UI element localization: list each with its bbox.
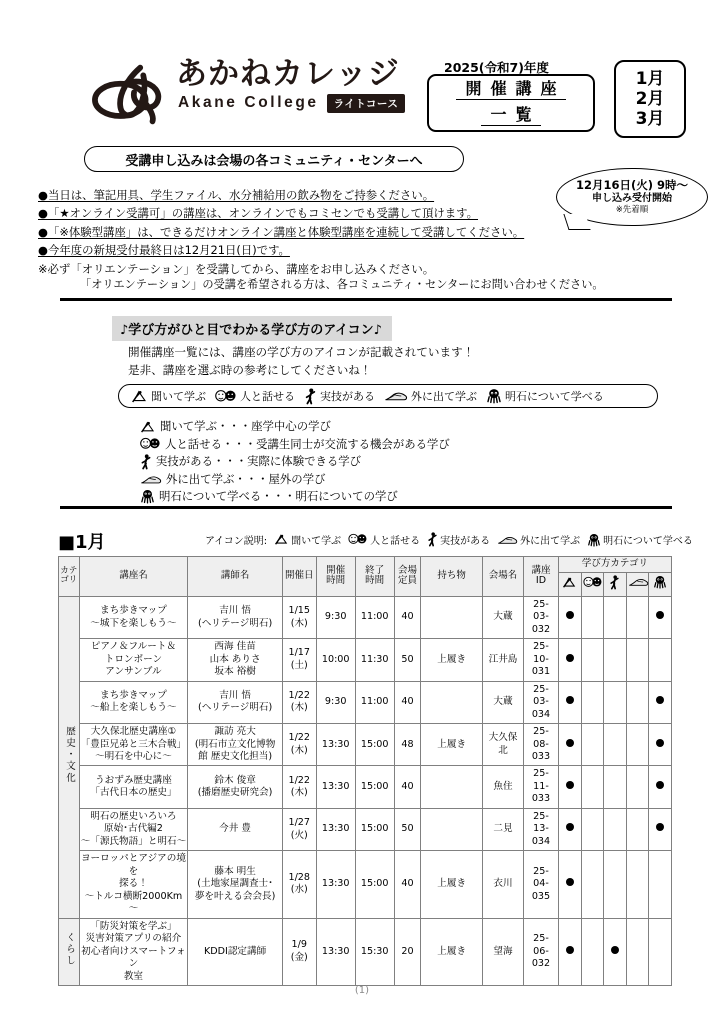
category-mark-practice (604, 918, 627, 985)
header-teacher: 講師名 (188, 557, 282, 597)
course-teacher: 吉川 悟 (ヘリテージ明石) (188, 596, 282, 638)
course-bring (421, 596, 483, 638)
category-mark-listen (558, 766, 581, 808)
header-start-time: 開催 時間 (316, 557, 355, 597)
course-date: 1/17 (土) (282, 639, 316, 681)
category-mark-akashi (649, 918, 672, 985)
course-start-time: 9:30 (316, 681, 355, 723)
course-id: 25- 04- 035 (524, 851, 559, 918)
notice-plain-text: ※必ず「オリエンテーション」を受講してから、講座をお申し込みください。 (38, 261, 435, 276)
course-capacity: 50 (394, 808, 421, 850)
course-date: 1/9 (金) (282, 918, 316, 985)
category-mark-listen (558, 639, 581, 681)
course-end-time: 15:00 (355, 766, 394, 808)
course-date: 1/27 (火) (282, 808, 316, 850)
course-start-time: 13:30 (316, 918, 355, 985)
legend-item-practice (304, 388, 375, 405)
notice-item (38, 186, 598, 204)
talk-icon (348, 533, 368, 546)
course-start-time: 9:30 (316, 596, 355, 638)
course-name: 明石の歴史いろいろ 原始･古代編2 ～「源氏物語」と明石～ (79, 808, 188, 850)
course-start-time: 13:30 (316, 808, 355, 850)
legend-label-listen: 聞いて学ぶ (151, 390, 206, 403)
course-bring: 上履き (421, 724, 483, 766)
first-come-note: ※先着順 (615, 205, 649, 216)
header-learning-group: 学び方カテゴリ (558, 557, 671, 573)
notice-item (38, 223, 598, 241)
course-capacity: 40 (394, 766, 421, 808)
icon-guide-desc-line2: 是非、講座を選ぶ時の参考にしてくださいね！ (128, 362, 372, 377)
icon-description-text: 人と話せる・・・受講生同士が交流する機会がある学び (165, 436, 450, 451)
logo-english-name: Akane College (178, 94, 319, 112)
category-dot (656, 781, 664, 789)
course-bring (421, 681, 483, 723)
category-mark-talk (581, 766, 604, 808)
legend-item-akashi (486, 388, 604, 404)
table-row (59, 596, 672, 638)
legend-label-listen: 聞いて学ぶ (291, 536, 342, 547)
category-mark-akashi (649, 851, 672, 918)
category-mark-akashi (649, 596, 672, 638)
icon-description-item (140, 418, 450, 436)
notice-item (38, 204, 598, 222)
category-mark-akashi (649, 808, 672, 850)
category-mark-outdoor (626, 724, 649, 766)
course-teacher: 鈴木 俊章 (播磨歴史研究会) (188, 766, 282, 808)
category-dot (566, 823, 574, 831)
course-end-time: 11:00 (355, 681, 394, 723)
course-id: 25- 11- 033 (524, 766, 559, 808)
course-name: うおずみ歴史講座 「古代日本の歴史」 (79, 766, 188, 808)
course-place: 二見 (482, 808, 523, 850)
header-place: 会場名 (482, 557, 523, 597)
category-mark-outdoor (626, 918, 649, 985)
month-2: 2月 (635, 88, 665, 109)
month-3: 3月 (635, 109, 665, 130)
header-icon-outdoor (626, 572, 649, 596)
orientation-note: 「オリエンテーション」の受講を希望される方は、各コミュニティ・センターにお問い合わせください。 (80, 278, 604, 291)
course-capacity: 50 (394, 639, 421, 681)
notice-text: ●当日は、筆記用具、学生ファイル、水分補給用の飲み物をご持参ください。 (38, 188, 435, 202)
icon-legend-bar (118, 384, 658, 408)
course-start-time: 10:00 (316, 639, 355, 681)
category-mark-practice (604, 596, 627, 638)
fiscal-year-label: 2025(令和7)年度 (444, 60, 549, 75)
course-place: 望海 (482, 918, 523, 985)
icon-description-text: 明石について学べる・・・明石についての学び (159, 489, 398, 504)
page-number: (1) (354, 985, 370, 996)
course-place: 衣川 (482, 851, 523, 918)
course-teacher: 藤本 明生 (土地家屋調査士･ 夢を叶える会会長) (188, 851, 282, 918)
header-icon-listen (558, 572, 581, 596)
course-place: 大蔵 (482, 681, 523, 723)
table-row (59, 808, 672, 850)
practice-icon (140, 454, 152, 470)
course-capacity: 40 (394, 681, 421, 723)
course-place: 江井島 (482, 639, 523, 681)
header-icon-talk (581, 572, 604, 596)
category-dot (566, 781, 574, 789)
category-dot (656, 823, 664, 831)
course-date: 1/22 (木) (282, 681, 316, 723)
legend-item-talk (215, 388, 295, 404)
akashi-icon (587, 533, 601, 547)
course-end-time: 15:30 (355, 918, 394, 985)
legend-label-practice: 実技がある (440, 536, 491, 547)
month-section-title: ■1月 (58, 532, 106, 553)
course-end-time: 15:00 (355, 724, 394, 766)
category-mark-talk (581, 808, 604, 850)
icon-description-text: 実技がある・・・実際に体験できる学び (156, 454, 362, 469)
catalog-title-box (427, 74, 595, 132)
outdoor-icon (140, 473, 162, 486)
listen-icon (131, 389, 148, 404)
notice-text: ●「※体験型講座」は、できるだけオンライン講座と体験型講座を連続して受講してください。 (38, 224, 525, 239)
course-bring (421, 808, 483, 850)
document-header (0, 0, 724, 140)
table-icon-legend (205, 532, 693, 547)
course-capacity: 40 (394, 596, 421, 638)
logo-japanese-name: あかねカレッジ (176, 56, 400, 92)
course-capacity: 20 (394, 918, 421, 985)
category-mark-outdoor (626, 808, 649, 850)
category-mark-listen (558, 724, 581, 766)
course-id: 25- 10- 031 (524, 639, 559, 681)
table-row (59, 766, 672, 808)
notice-text: ●「★オンライン受講可」の講座は、オンラインでもコミセンでも受講して頂けます。 (38, 206, 479, 221)
category-mark-practice (604, 766, 627, 808)
header-date: 開催日 (282, 557, 316, 597)
category-dot (656, 696, 664, 704)
talk-icon (215, 389, 237, 404)
header-course-name: 講座名 (79, 557, 188, 597)
divider-bottom (60, 506, 672, 509)
listen-icon (274, 533, 289, 546)
course-end-time: 11:30 (355, 639, 394, 681)
legend-item-listen (131, 388, 206, 404)
course-start-time: 13:30 (316, 724, 355, 766)
category-mark-akashi (649, 681, 672, 723)
category-mark-listen (558, 681, 581, 723)
logo-course-badge: ライトコース (327, 94, 406, 113)
icon-description-text: 聞いて学ぶ・・・座学中心の学び (160, 419, 331, 434)
course-date: 1/28 (水) (282, 851, 316, 918)
course-teacher: 今井 豊 (188, 808, 282, 850)
akane-college-logo (92, 58, 405, 126)
course-category (59, 596, 80, 918)
course-category-label: くらし (64, 932, 75, 967)
registration-datetime: 12月16日(火) 9時～ (575, 178, 689, 193)
course-date: 1/15 (木) (282, 596, 316, 638)
practice-icon (427, 532, 438, 547)
course-teacher: 吉川 悟 (ヘリテージ明石) (188, 681, 282, 723)
category-mark-outdoor (626, 596, 649, 638)
category-mark-outdoor (626, 766, 649, 808)
category-mark-outdoor (626, 639, 649, 681)
course-date: 1/22 (木) (282, 766, 316, 808)
course-teacher: 西海 佳苗 山本 ありさ 坂本 裕樹 (188, 639, 282, 681)
header-icon-practice (604, 572, 627, 596)
course-id: 25- 08- 033 (524, 724, 559, 766)
category-mark-akashi (649, 724, 672, 766)
course-bring: 上履き (421, 851, 483, 918)
legend-label-talk: 人と話せる (370, 536, 421, 547)
category-dot (611, 946, 619, 954)
icon-description-list (140, 418, 450, 506)
talk-icon (140, 437, 161, 451)
course-bring: 上履き (421, 918, 483, 985)
notice-item (38, 241, 598, 259)
icon-description-item (140, 453, 450, 471)
header-category: カテ ゴリ (59, 557, 80, 597)
header-capacity: 会場 定員 (394, 557, 421, 597)
category-dot (566, 739, 574, 747)
course-place: 大久保北 (482, 724, 523, 766)
icon-description-text: 外に出て学ぶ・・・屋外の学び (166, 471, 326, 486)
course-name: 「防災対策を学ぶ」 災害対策アプリの紹介 初心者向けスマートフォン 教室 (79, 918, 188, 985)
catalog-title-line2: 一覧 (481, 106, 540, 126)
category-dot (656, 739, 664, 747)
category-dot (566, 696, 574, 704)
category-mark-practice (604, 639, 627, 681)
category-mark-practice (604, 808, 627, 850)
legend-item-talk (348, 532, 420, 547)
logo-mark-icon (92, 60, 170, 126)
course-teacher: 諏訪 亮大 (明石市立文化博物 館 歴史文化担当) (188, 724, 282, 766)
practice-icon (304, 388, 317, 405)
icon-guide-desc-line1: 開催講座一覧には、講座の学び方のアイコンが記載されています！ (128, 345, 475, 359)
course-teacher: KDDI認定講師 (188, 918, 282, 985)
table-legend-label: アイコン説明: (205, 536, 268, 547)
course-name: まち歩きマップ ～城下を楽しもう～ (79, 596, 188, 638)
header-course-id: 講座 ID (524, 557, 559, 597)
header-icon-akashi (649, 572, 672, 596)
month-1: 1月 (635, 68, 665, 89)
category-mark-listen (558, 918, 581, 985)
category-mark-akashi (649, 766, 672, 808)
course-bring (421, 766, 483, 808)
catalog-title-line1: 開催講座 (456, 80, 565, 100)
course-name: まち歩きマップ ～船上を楽しもう～ (79, 681, 188, 723)
legend-label-outdoor: 外に出て学ぶ (520, 536, 581, 547)
outdoor-icon (384, 389, 408, 403)
legend-item-listen (274, 532, 341, 547)
course-start-time: 13:30 (316, 766, 355, 808)
category-dot (566, 611, 574, 619)
course-place: 魚住 (482, 766, 523, 808)
legend-item-akashi (587, 532, 693, 547)
course-table-body (59, 596, 672, 985)
icon-guide-description (128, 344, 474, 380)
course-end-time: 11:00 (355, 596, 394, 638)
category-dot (566, 878, 574, 886)
legend-item-practice (427, 532, 490, 547)
akashi-icon (486, 388, 502, 404)
table-row (59, 851, 672, 918)
category-mark-outdoor (626, 681, 649, 723)
course-category-label: 歴史・文化 (64, 726, 75, 784)
category-mark-talk (581, 681, 604, 723)
category-dot (566, 946, 574, 954)
category-mark-practice (604, 851, 627, 918)
legend-label-outdoor: 外に出て学ぶ (411, 390, 477, 403)
course-name: ヨーロッパとアジアの境を 探る！ ～トルコ横断2000Km～ (79, 851, 188, 918)
months-box (614, 60, 686, 138)
category-mark-talk (581, 596, 604, 638)
course-name: 大久保北歴史講座① 「豊臣兄弟と三木合戦」 ～明石を中心に～ (79, 724, 188, 766)
icon-guide-title: ♪学び方がひと目でわかる学び方のアイコン♪ (112, 316, 392, 341)
course-id: 25- 13- 034 (524, 808, 559, 850)
legend-label-talk: 人と話せる (240, 390, 295, 403)
header-bring: 持ち物 (421, 557, 483, 597)
notice-text: ●今年度の新規受付最終日は12月21日(日)です。 (38, 243, 290, 258)
course-end-time: 15:00 (355, 851, 394, 918)
category-mark-practice (604, 724, 627, 766)
legend-label-akashi: 明石について学べる (603, 536, 693, 547)
course-table (58, 556, 672, 986)
category-mark-talk (581, 724, 604, 766)
course-capacity: 48 (394, 724, 421, 766)
table-row (59, 681, 672, 723)
registration-start-label: 申し込み受付開始 (592, 192, 672, 204)
table-row (59, 918, 672, 985)
legend-label-akashi: 明石について学べる (505, 390, 604, 403)
category-dot (566, 654, 574, 662)
category-mark-listen (558, 596, 581, 638)
category-mark-listen (558, 808, 581, 850)
notice-list (38, 186, 598, 278)
category-mark-listen (558, 851, 581, 918)
category-dot (656, 611, 664, 619)
course-start-time: 13:30 (316, 851, 355, 918)
table-header-group-row (59, 557, 672, 573)
category-mark-talk (581, 639, 604, 681)
table-row (59, 639, 672, 681)
legend-label-practice: 実技がある (320, 390, 375, 403)
category-mark-practice (604, 681, 627, 723)
course-date: 1/22 (木) (282, 724, 316, 766)
course-id: 25- 06- 032 (524, 918, 559, 985)
akashi-icon (140, 489, 155, 504)
icon-description-item (140, 488, 450, 506)
course-id: 25- 03- 034 (524, 681, 559, 723)
course-name: ピアノ＆フルート＆ トロンボーン アンサンブル (79, 639, 188, 681)
category-mark-outdoor (626, 851, 649, 918)
table-row (59, 724, 672, 766)
course-place: 大蔵 (482, 596, 523, 638)
course-end-time: 15:00 (355, 808, 394, 850)
listen-icon (140, 420, 156, 434)
divider-top (60, 298, 672, 301)
course-capacity: 40 (394, 851, 421, 918)
category-mark-akashi (649, 639, 672, 681)
category-mark-talk (581, 918, 604, 985)
legend-item-outdoor (497, 532, 580, 547)
category-mark-talk (581, 851, 604, 918)
header-end-time: 終了 時間 (355, 557, 394, 597)
icon-description-item (140, 436, 450, 454)
course-bring: 上履き (421, 639, 483, 681)
application-notice-bar: 受講申し込みは会場の各コミュニティ・センターへ (84, 146, 464, 172)
outdoor-icon (497, 534, 518, 546)
legend-item-outdoor (384, 388, 477, 404)
course-category (59, 918, 80, 985)
icon-description-item (140, 471, 450, 489)
course-id: 25- 03- 032 (524, 596, 559, 638)
